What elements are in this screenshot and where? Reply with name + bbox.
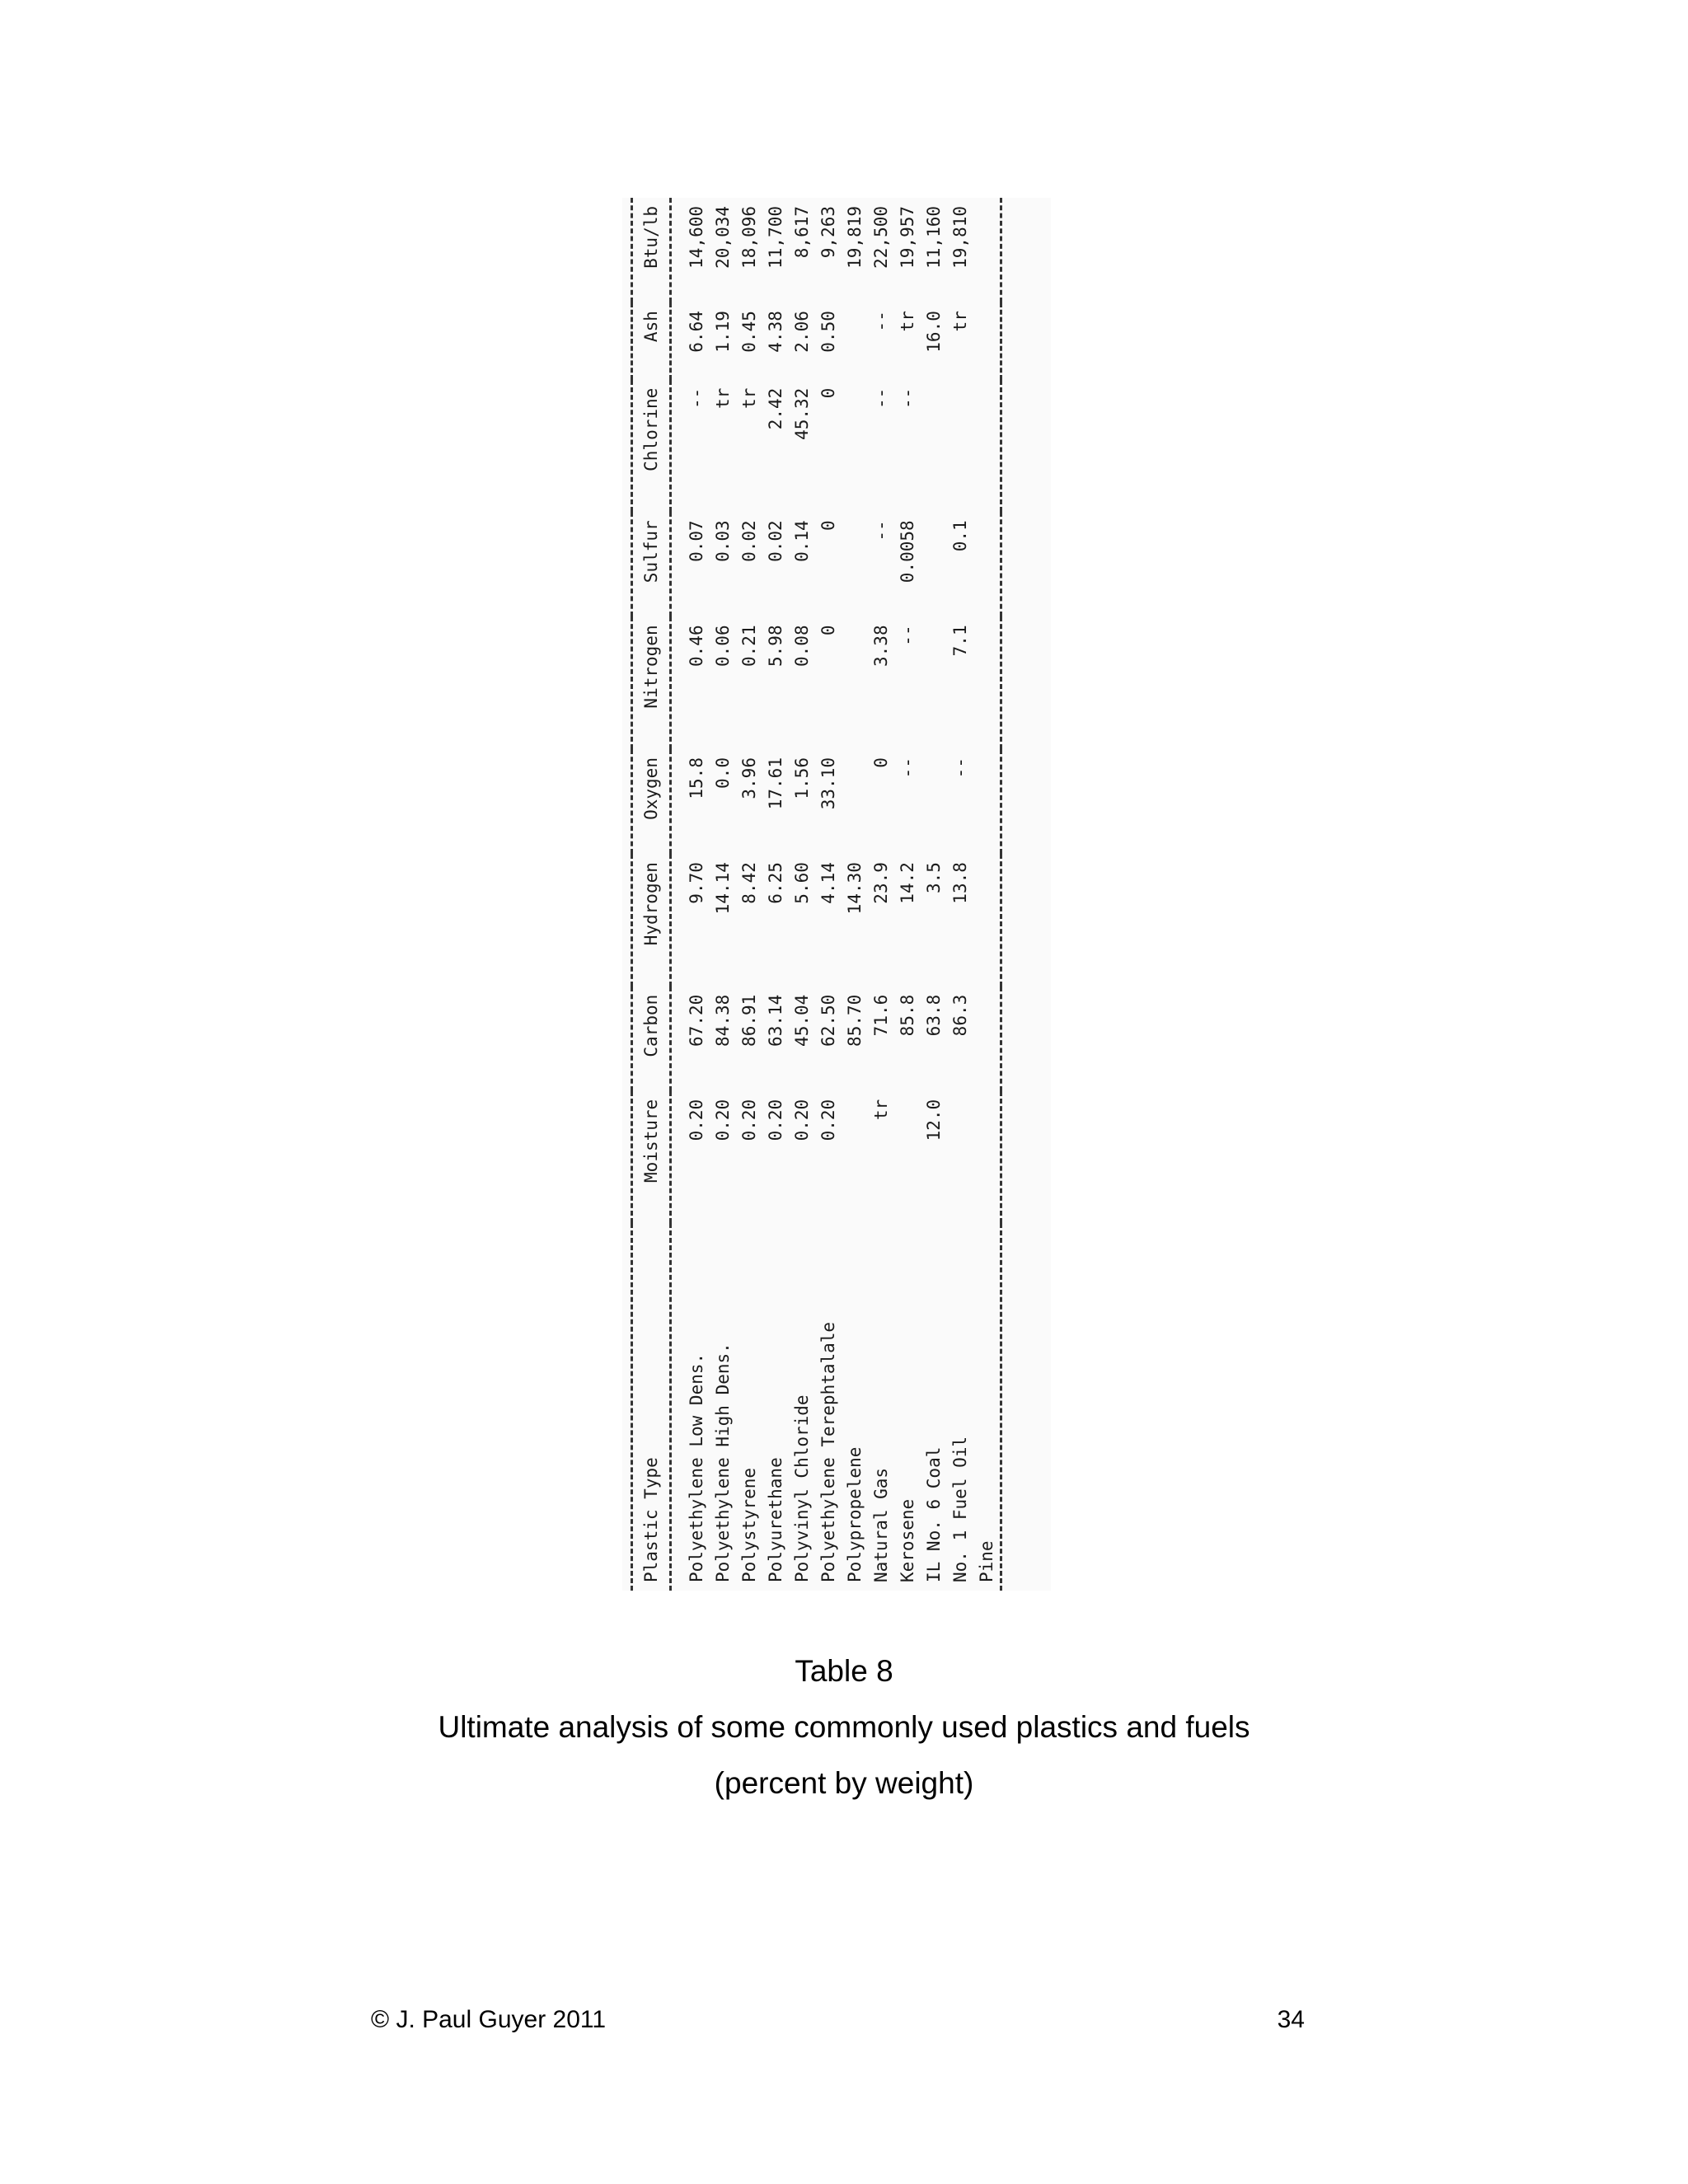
table-cell (973, 512, 1001, 616)
table-cell: 8.42 (739, 862, 759, 904)
table-cell: 0.07 (687, 520, 706, 562)
table-cell (973, 987, 1001, 1091)
table-cell (842, 616, 868, 749)
table-cell: 0.20 (687, 1099, 706, 1141)
table-cell: 84.38 (713, 994, 733, 1047)
table-cell: tr (713, 387, 733, 409)
table-units-note: (percent by weight) (714, 1766, 974, 1800)
table-cell (973, 380, 1001, 513)
table-cell (973, 1091, 1001, 1224)
table-cell: 14,600 (687, 206, 706, 269)
table-cell: 0.45 (739, 311, 759, 353)
header-oxygen: Oxygen (632, 749, 671, 854)
table-cell (842, 749, 868, 854)
table-cell (947, 1091, 973, 1224)
table-cell: 33.10 (818, 757, 838, 810)
table-cell: 0.0 (713, 757, 733, 789)
table-cell: 22,500 (871, 206, 891, 269)
table-cell: tr (739, 387, 759, 409)
table-cell: 5.60 (792, 862, 812, 904)
table-cell: 86.3 (950, 994, 970, 1037)
header-plastic-type: Plastic Type (632, 1223, 671, 1591)
table-cell: 0.03 (713, 520, 733, 562)
table-cell (921, 616, 947, 749)
table-cell: 0.21 (739, 625, 759, 667)
table-cell: -- (898, 387, 917, 409)
table-cell (842, 512, 868, 616)
table-cell (947, 380, 973, 513)
table-cell: 4.38 (766, 311, 785, 353)
table-cell: 2.06 (792, 311, 812, 353)
table-cell (973, 198, 1001, 302)
table-bottom-rule (1001, 198, 1006, 1591)
row-label-cell: Polystyrene (739, 1467, 759, 1582)
table-cell: 3.5 (924, 862, 944, 894)
table-cell: -- (898, 625, 917, 646)
table-row (710, 198, 736, 1591)
table-cell: 67.20 (687, 994, 706, 1047)
table-cell: 6.25 (766, 862, 785, 904)
table-cell: -- (871, 311, 891, 332)
table-cell: 0.20 (818, 1099, 838, 1141)
table-cell: 13.8 (950, 862, 970, 904)
table-cell: 0.46 (687, 625, 706, 667)
header-carbon: Carbon (632, 987, 671, 1091)
table-cell: -- (871, 387, 891, 409)
table-cell: 63.8 (924, 994, 944, 1037)
row-label-cell: Polyurethane (766, 1457, 785, 1582)
table-cell: 0 (818, 625, 838, 636)
table-cell: 62.50 (818, 994, 838, 1047)
table-cell: 0.50 (818, 311, 838, 353)
table-cell: 14.2 (898, 862, 917, 904)
table-row (762, 198, 789, 1591)
table-cell (921, 512, 947, 616)
table-row (973, 198, 1001, 1591)
table-cell (842, 302, 868, 380)
table-cell: 0 (818, 520, 838, 531)
table-cell (921, 380, 947, 513)
header-btu-per-lb: Btu/lb (632, 198, 671, 302)
table-cell: 45.04 (792, 994, 812, 1047)
table-cell: 0 (818, 387, 838, 399)
row-label-cell: Polyvinyl Chloride (792, 1394, 812, 1582)
table-label: Table 8 (795, 1654, 893, 1688)
rotated-table-wrapper (631, 198, 1043, 1591)
header-ash: Ash (632, 302, 671, 380)
row-label-cell: Kerosene (898, 1498, 917, 1582)
table-cell: 15.8 (687, 757, 706, 799)
table-cell: 16.0 (924, 311, 944, 353)
table-row (736, 198, 762, 1591)
table-cell (842, 380, 868, 513)
table-scan-image (622, 198, 1051, 1591)
table-cell (921, 749, 947, 854)
table-row (815, 198, 842, 1591)
header-nitrogen: Nitrogen (632, 616, 671, 749)
table-cell (842, 1091, 868, 1224)
table-cell: 0.1 (950, 520, 970, 552)
table-cell: 12.0 (924, 1099, 944, 1141)
table-header-row (632, 198, 671, 1591)
table-cell: tr (898, 311, 917, 332)
table-cell: -- (687, 387, 706, 409)
table-cell: 1.56 (792, 757, 812, 799)
page-number: 34 (1277, 2006, 1305, 2033)
table-row (842, 198, 868, 1591)
table-cell: 85.70 (845, 994, 865, 1047)
table-row (789, 198, 815, 1591)
row-label-cell: No. 1 Fuel Oil (950, 1436, 970, 1582)
row-label-cell: Polyethylene Low Dens. (687, 1352, 706, 1582)
table-cell: 23.9 (871, 862, 891, 904)
header-sulfur: Sulfur (632, 512, 671, 616)
table-cell: 1.19 (713, 311, 733, 353)
table-cell: 0.20 (766, 1099, 785, 1141)
table-cell: 20,034 (713, 206, 733, 269)
header-chlorine: Chlorine (632, 380, 671, 513)
table-cell: 3.38 (871, 625, 891, 667)
table-cell: 45.32 (792, 387, 812, 440)
table-cell: 18,096 (739, 206, 759, 269)
table-cell: 19,810 (950, 206, 970, 269)
table-cell: 4.14 (818, 862, 838, 904)
table-cell: 0.20 (792, 1099, 812, 1141)
table-cell: -- (950, 757, 970, 779)
row-label-cell: Pine (977, 1540, 996, 1582)
table-cell: 0.0058 (898, 520, 917, 583)
table-cell: 9.70 (687, 862, 706, 904)
header-moisture: Moisture (632, 1091, 671, 1224)
table-cell: 3.96 (739, 757, 759, 799)
table-cell: 71.6 (871, 994, 891, 1037)
header-hydrogen: Hydrogen (632, 854, 671, 987)
table-cell: 17.61 (766, 757, 785, 810)
table-cell: 63.14 (766, 994, 785, 1047)
table-cell: 11,700 (766, 206, 785, 269)
table-cell: 0.14 (792, 520, 812, 562)
table-cell: 19,957 (898, 206, 917, 269)
table-body (671, 198, 1001, 1591)
row-label-cell: IL No. 6 Coal (924, 1446, 944, 1582)
table-row (947, 198, 973, 1591)
table-cell: 0.02 (766, 520, 785, 562)
table-cell (973, 302, 1001, 380)
table-row (894, 198, 921, 1591)
table-row (921, 198, 947, 1591)
table-cell: 85.8 (898, 994, 917, 1037)
table-cell: 19,819 (845, 206, 865, 269)
table-row (868, 198, 894, 1591)
table-cell: 9,263 (818, 206, 838, 259)
table-cell: 5.98 (766, 625, 785, 667)
copyright-footer: © J. Paul Guyer 2011 (371, 2006, 607, 2033)
table-cell: 11,160 (924, 206, 944, 269)
table-cell: 0 (871, 757, 891, 768)
table-cell (894, 1091, 921, 1224)
table-cell: -- (871, 520, 891, 541)
row-label-cell: Polyethylene High Dens. (713, 1343, 733, 1582)
row-label-cell: Natural Gas (871, 1467, 891, 1582)
table-cell: 7.1 (950, 625, 970, 657)
table-title: Ultimate analysis of some commonly used plastics and fuels (438, 1710, 1250, 1744)
row-label-cell: Polyethylene Terephtalale (818, 1321, 838, 1582)
table-cell (973, 616, 1001, 749)
table-cell: 14.14 (713, 862, 733, 915)
row-label-cell: Polypropelene (845, 1446, 865, 1582)
table-cell: 0.06 (713, 625, 733, 667)
table-cell: 0.02 (739, 520, 759, 562)
table-row (671, 198, 710, 1591)
table-cell: 6.64 (687, 311, 706, 353)
table-cell: 0.20 (713, 1099, 733, 1141)
table-cell: 8,617 (792, 206, 812, 259)
table-cell: 0.20 (739, 1099, 759, 1141)
table-cell: 14.30 (845, 862, 865, 915)
table-cell: -- (898, 757, 917, 779)
table-cell (973, 749, 1001, 854)
table-cell: tr (950, 311, 970, 332)
table-cell: tr (871, 1099, 891, 1121)
table-cell: 2.42 (766, 387, 785, 430)
table-cell (973, 854, 1001, 987)
ultimate-analysis-table (631, 198, 1006, 1591)
table-cell: 0.08 (792, 625, 812, 667)
table-cell: 86.91 (739, 994, 759, 1047)
